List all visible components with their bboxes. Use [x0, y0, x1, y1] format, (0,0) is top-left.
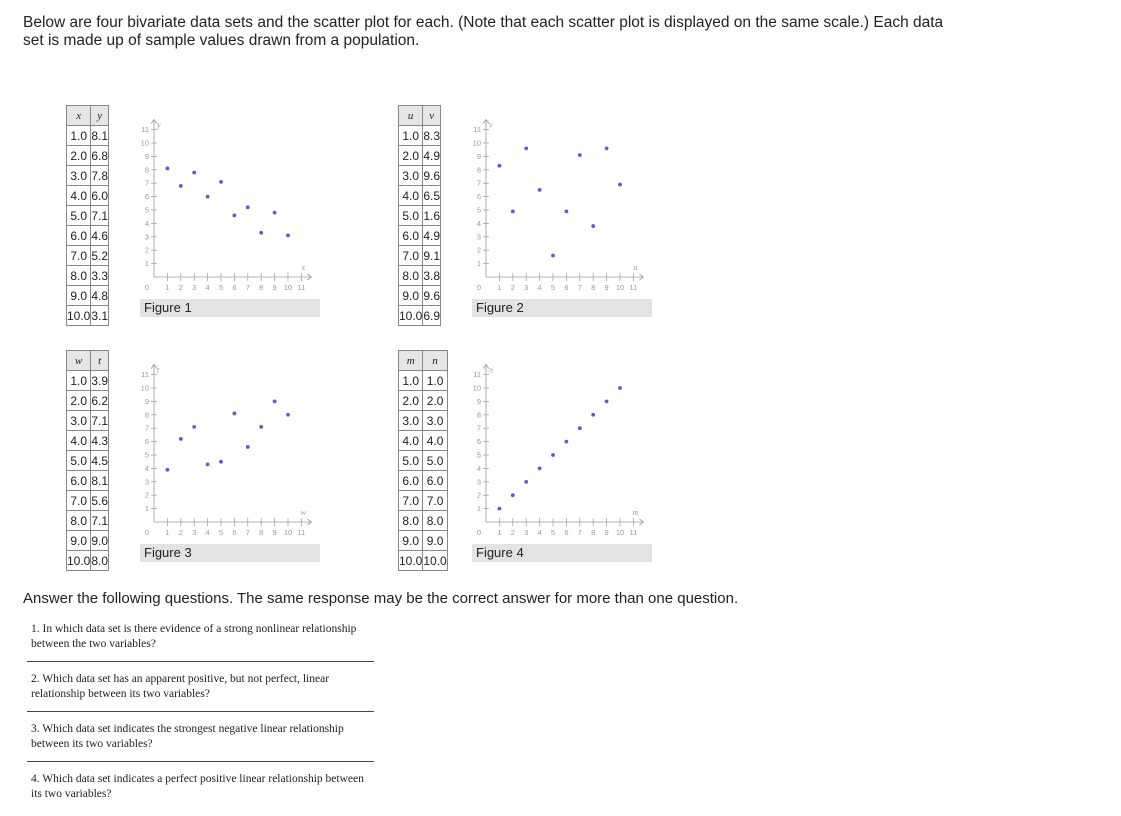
scatter-point [551, 254, 555, 258]
scatter-point [166, 468, 170, 472]
x-tick-label: 6 [232, 283, 237, 292]
x-tick-label: 5 [218, 283, 224, 292]
x-tick-label: 3 [192, 283, 197, 292]
scatter-point [524, 146, 528, 150]
scatter-point [591, 413, 595, 417]
x-tick-label: 4 [205, 528, 210, 537]
cell-x: 9.0 [67, 531, 91, 551]
table-row [399, 126, 441, 146]
cell-x: 4.0 [399, 186, 423, 206]
scatter-point [538, 188, 542, 192]
scatter-point [565, 440, 569, 444]
x-axis-label: m [632, 508, 639, 517]
y-tick-label: 8 [144, 165, 149, 175]
cell-x: 3.0 [399, 411, 423, 431]
x-tick-label: 1 [165, 283, 170, 292]
y-tick-label: 11 [141, 125, 149, 135]
cell-y: 2.0 [423, 391, 447, 411]
x-tick-label: 3 [192, 528, 197, 537]
col-header-y: t [91, 351, 109, 371]
col-header-x: x [67, 106, 91, 126]
cell-y: 8.1 [91, 471, 109, 491]
table-row [67, 126, 109, 146]
x-tick-label: 8 [591, 528, 596, 537]
x-tick-label: 3 [524, 283, 529, 292]
y-tick-label: 11 [141, 370, 149, 380]
table-row [67, 391, 109, 411]
table-row [399, 146, 441, 166]
question-3: 3. Which data set indicates the strongest negative linear relationship between its two variables? [31, 723, 344, 750]
x-tick-label: 11 [629, 528, 638, 537]
col-header-y: n [423, 351, 447, 371]
y-tick-label: 4 [476, 218, 481, 228]
scatter-point [618, 183, 622, 187]
cell-x: 5.0 [67, 451, 91, 471]
x-tick-label: 2 [510, 528, 515, 537]
cell-x: 4.0 [67, 431, 91, 451]
scatter-plot-1 [140, 105, 320, 295]
cell-y: 4.5 [91, 451, 109, 471]
cell-x: 1.0 [67, 371, 91, 391]
x-tick-label: 10 [283, 528, 293, 537]
data-table-2 [398, 105, 441, 326]
y-tick-label: 5 [476, 450, 481, 460]
x-tick-label: 7 [245, 283, 250, 292]
y-tick-label: 4 [144, 463, 149, 473]
col-header-x: u [399, 106, 423, 126]
scatter-point [498, 507, 502, 511]
scatter-point [179, 437, 183, 441]
cell-x: 3.0 [67, 411, 91, 431]
cell-y: 4.8 [91, 286, 109, 306]
cell-y: 8.1 [91, 126, 109, 146]
cell-y: 4.0 [423, 431, 447, 451]
y-tick-label: 9 [144, 151, 149, 161]
cell-y: 1.0 [423, 371, 447, 391]
table-row [399, 451, 448, 471]
cell-x: 5.0 [67, 206, 91, 226]
scatter-plot-2 [472, 105, 652, 295]
table-row [67, 431, 109, 451]
scatter-point [591, 224, 595, 228]
cell-x: 5.0 [399, 206, 423, 226]
cell-x: 7.0 [67, 246, 91, 266]
table-row [399, 511, 448, 531]
y-tick-label: 7 [476, 423, 481, 433]
cell-y: 6.2 [91, 391, 109, 411]
scatter-point [578, 153, 582, 157]
x-tick-label: 5 [550, 528, 556, 537]
y-tick-label: 10 [472, 138, 481, 148]
cell-y: 6.9 [423, 306, 441, 326]
scatter-point [233, 412, 237, 416]
cell-y: 4.9 [423, 226, 441, 246]
figure-caption-4: Figure 4 [472, 544, 652, 562]
cell-x: 10.0 [399, 551, 423, 571]
cell-y: 5.0 [423, 451, 447, 471]
scatter-point [511, 209, 515, 213]
x-tick-label: 1 [497, 283, 502, 292]
x-tick-label: 6 [232, 528, 237, 537]
table-row [399, 206, 441, 226]
cell-x: 2.0 [67, 391, 91, 411]
table-row [67, 206, 109, 226]
cell-y: 7.1 [91, 206, 109, 226]
cell-y: 4.6 [91, 226, 109, 246]
cell-y: 3.3 [91, 266, 109, 286]
origin-label: 0 [476, 283, 481, 292]
cell-x: 1.0 [399, 126, 423, 146]
table-row [399, 226, 441, 246]
answer-line-3[interactable] [27, 761, 374, 762]
y-tick-label: 11 [473, 370, 481, 380]
question-4: 4. Which data set indicates a perfect positive linear relationship between its two variables? [31, 773, 364, 800]
cell-x: 10.0 [67, 306, 91, 326]
x-tick-label: 5 [550, 283, 556, 292]
cell-y: 9.0 [423, 531, 447, 551]
cell-y: 9.6 [423, 286, 441, 306]
cell-y: 7.1 [91, 511, 109, 531]
table-row [399, 266, 441, 286]
table-row [67, 226, 109, 246]
y-tick-label: 2 [144, 245, 149, 255]
table-row [399, 531, 448, 551]
col-header-x: m [399, 351, 423, 371]
y-tick-label: 3 [476, 477, 481, 487]
data-table-4 [398, 350, 448, 571]
y-tick-label: 9 [476, 151, 481, 161]
y-tick-label: 4 [144, 218, 149, 228]
y-tick-label: 6 [476, 437, 481, 447]
scatter-point [511, 493, 515, 497]
cell-y: 6.0 [423, 471, 447, 491]
x-tick-label: 4 [537, 283, 542, 292]
table-row [399, 166, 441, 186]
scatter-point [206, 195, 210, 199]
y-tick-label: 1 [476, 259, 481, 269]
x-tick-label: 8 [259, 283, 264, 292]
figure-caption-3: Figure 3 [140, 544, 320, 562]
table-row [67, 411, 109, 431]
x-axis-label: x [301, 263, 306, 272]
answer-line-2[interactable] [27, 711, 374, 712]
y-tick-label: 4 [476, 463, 481, 473]
y-tick-label: 5 [144, 205, 149, 215]
table-row [67, 531, 109, 551]
figure-caption-2: Figure 2 [472, 299, 652, 317]
cell-x: 6.0 [67, 226, 91, 246]
cell-x: 1.0 [399, 371, 423, 391]
x-tick-label: 2 [178, 283, 183, 292]
data-table-3 [66, 350, 109, 571]
cell-x: 6.0 [399, 226, 423, 246]
table-row [399, 286, 441, 306]
cell-y: 9.6 [423, 166, 441, 186]
y-tick-label: 3 [476, 232, 481, 242]
table-row [67, 551, 109, 571]
y-axis-label: v [489, 120, 493, 130]
table-row [399, 391, 448, 411]
scatter-point [605, 146, 609, 150]
question-1: 1. In which data set is there evidence of a strong nonlinear relationship between the two variables? [31, 623, 357, 650]
y-tick-label: 5 [476, 205, 481, 215]
cell-x: 2.0 [67, 146, 91, 166]
scatter-point [246, 205, 250, 209]
x-tick-label: 10 [615, 283, 625, 292]
table-row [67, 511, 109, 531]
cell-y: 7.8 [91, 166, 109, 186]
col-header-y: y [91, 106, 109, 126]
y-tick-label: 1 [144, 504, 149, 514]
scatter-point [192, 425, 196, 429]
x-tick-label: 5 [218, 528, 224, 537]
cell-y: 5.2 [91, 246, 109, 266]
x-tick-label: 6 [564, 283, 569, 292]
cell-y: 3.8 [423, 266, 441, 286]
x-tick-label: 2 [178, 528, 183, 537]
scatter-point [192, 171, 196, 175]
y-tick-label: 9 [144, 396, 149, 406]
y-tick-label: 3 [144, 232, 149, 242]
scatter-point [578, 426, 582, 430]
cell-x: 8.0 [399, 511, 423, 531]
cell-x: 3.0 [399, 166, 423, 186]
table-row [399, 471, 448, 491]
table-row [67, 186, 109, 206]
cell-y: 8.0 [423, 511, 447, 531]
x-tick-label: 8 [591, 283, 596, 292]
x-tick-label: 7 [577, 283, 582, 292]
y-tick-label: 2 [476, 245, 481, 255]
cell-x: 9.0 [399, 531, 423, 551]
x-tick-label: 7 [577, 528, 582, 537]
scatter-point [273, 211, 277, 215]
scatter-point [286, 234, 290, 238]
x-tick-label: 4 [537, 528, 542, 537]
cell-x: 4.0 [399, 431, 423, 451]
scatter-point [286, 413, 290, 417]
scatter-point [259, 425, 263, 429]
col-header-x: w [67, 351, 91, 371]
y-tick-label: 1 [144, 259, 149, 269]
table-row [399, 371, 448, 391]
table-row [399, 491, 448, 511]
cell-y: 9.0 [91, 531, 109, 551]
y-tick-label: 5 [144, 450, 149, 460]
table-row [67, 451, 109, 471]
x-tick-label: 10 [283, 283, 293, 292]
cell-x: 7.0 [399, 246, 423, 266]
y-axis-label: y [157, 120, 161, 130]
y-tick-label: 10 [140, 383, 149, 393]
y-tick-label: 3 [144, 477, 149, 487]
y-tick-label: 8 [476, 165, 481, 175]
x-tick-label: 1 [497, 528, 502, 537]
col-header-y: v [423, 106, 441, 126]
origin-label: 0 [144, 283, 149, 292]
x-tick-label: 11 [629, 283, 638, 292]
question-2: 2. Which data set has an apparent positive, but not perfect, linear relationship between its two variables? [31, 673, 330, 700]
y-tick-label: 8 [476, 410, 481, 420]
table-row [67, 306, 109, 326]
origin-label: 0 [476, 528, 481, 537]
cell-y: 8.3 [423, 126, 441, 146]
scatter-point [551, 453, 555, 457]
y-tick-label: 6 [476, 192, 481, 202]
y-tick-label: 6 [144, 192, 149, 202]
y-axis-label: t [157, 365, 160, 375]
table-row [67, 371, 109, 391]
scatter-point [166, 167, 170, 171]
scatter-point [605, 400, 609, 404]
cell-y: 9.1 [423, 246, 441, 266]
cell-y: 4.3 [91, 431, 109, 451]
intro-text: Below are four bivariate data sets and the scatter plot for each. (Note that each scatter plot is displayed on the same scale.) Each data set is made up of sample values drawn from a population. [23, 14, 944, 49]
x-tick-label: 11 [297, 528, 306, 537]
x-axis-label: w [300, 508, 307, 517]
table-row [399, 186, 441, 206]
table-row [399, 246, 441, 266]
cell-x: 9.0 [399, 286, 423, 306]
y-axis-label: n [489, 365, 493, 375]
x-tick-label: 10 [615, 528, 625, 537]
x-tick-label: 1 [165, 528, 170, 537]
table-row [67, 471, 109, 491]
cell-y: 3.1 [91, 306, 109, 326]
cell-x: 8.0 [67, 266, 91, 286]
cell-x: 6.0 [399, 471, 423, 491]
origin-label: 0 [144, 528, 149, 537]
scatter-point [618, 386, 622, 390]
table-row [399, 306, 441, 326]
cell-x: 7.0 [67, 491, 91, 511]
x-tick-label: 9 [604, 283, 609, 292]
x-tick-label: 9 [604, 528, 609, 537]
y-tick-label: 7 [144, 178, 149, 188]
cell-x: 8.0 [399, 266, 423, 286]
table-row [67, 491, 109, 511]
scatter-point [246, 445, 250, 449]
cell-y: 7.1 [91, 411, 109, 431]
cell-x: 10.0 [399, 306, 423, 326]
y-tick-label: 2 [144, 490, 149, 500]
x-tick-label: 3 [524, 528, 529, 537]
y-tick-label: 8 [144, 410, 149, 420]
cell-x: 1.0 [67, 126, 91, 146]
cell-y: 10.0 [423, 551, 447, 571]
x-tick-label: 9 [272, 528, 277, 537]
scatter-point [206, 462, 210, 466]
cell-y: 8.0 [91, 551, 109, 571]
cell-x: 2.0 [399, 146, 423, 166]
cell-y: 7.0 [423, 491, 447, 511]
scatter-point [179, 184, 183, 188]
cell-y: 6.8 [91, 146, 109, 166]
y-tick-label: 10 [140, 138, 149, 148]
cell-x: 7.0 [399, 491, 423, 511]
y-tick-label: 10 [472, 383, 481, 393]
y-tick-label: 1 [476, 504, 481, 514]
y-tick-label: 2 [476, 490, 481, 500]
scatter-point [565, 209, 569, 213]
table-row [67, 146, 109, 166]
cell-x: 2.0 [399, 391, 423, 411]
cell-y: 6.0 [91, 186, 109, 206]
cell-x: 5.0 [399, 451, 423, 471]
y-tick-label: 11 [473, 125, 481, 135]
scatter-plot-3 [140, 350, 320, 540]
scatter-point [498, 164, 502, 168]
table-row [399, 551, 448, 571]
cell-x: 8.0 [67, 511, 91, 531]
x-axis-label: u [633, 263, 638, 272]
scatter-point [219, 460, 223, 464]
table-row [67, 166, 109, 186]
cell-y: 3.0 [423, 411, 447, 431]
x-tick-label: 8 [259, 528, 264, 537]
scatter-point [524, 480, 528, 484]
table-row [67, 286, 109, 306]
table-row [399, 411, 448, 431]
table-row [67, 266, 109, 286]
cell-x: 10.0 [67, 551, 91, 571]
cell-x: 6.0 [67, 471, 91, 491]
answer-instructions: Answer the following questions. The same response may be the correct answer for more than one question. [23, 590, 739, 607]
scatter-point [233, 213, 237, 217]
scatter-point [273, 400, 277, 404]
y-tick-label: 9 [476, 396, 481, 406]
scatter-point [538, 467, 542, 471]
y-tick-label: 7 [476, 178, 481, 188]
x-tick-label: 9 [272, 283, 277, 292]
scatter-point [219, 180, 223, 184]
cell-x: 3.0 [67, 166, 91, 186]
cell-y: 1.6 [423, 206, 441, 226]
cell-y: 3.9 [91, 371, 109, 391]
x-tick-label: 2 [510, 283, 515, 292]
cell-y: 4.9 [423, 146, 441, 166]
answer-line-1[interactable] [27, 661, 374, 662]
cell-x: 4.0 [67, 186, 91, 206]
table-row [67, 246, 109, 266]
y-tick-label: 6 [144, 437, 149, 447]
scatter-point [259, 231, 263, 235]
figure-caption-1: Figure 1 [140, 299, 320, 317]
y-tick-label: 7 [144, 423, 149, 433]
table-row [399, 431, 448, 451]
cell-x: 9.0 [67, 286, 91, 306]
x-tick-label: 11 [297, 283, 306, 292]
cell-y: 6.5 [423, 186, 441, 206]
x-tick-label: 7 [245, 528, 250, 537]
x-tick-label: 4 [205, 283, 210, 292]
cell-y: 5.6 [91, 491, 109, 511]
data-table-1 [66, 105, 109, 326]
scatter-plot-4 [472, 350, 652, 540]
x-tick-label: 6 [564, 528, 569, 537]
